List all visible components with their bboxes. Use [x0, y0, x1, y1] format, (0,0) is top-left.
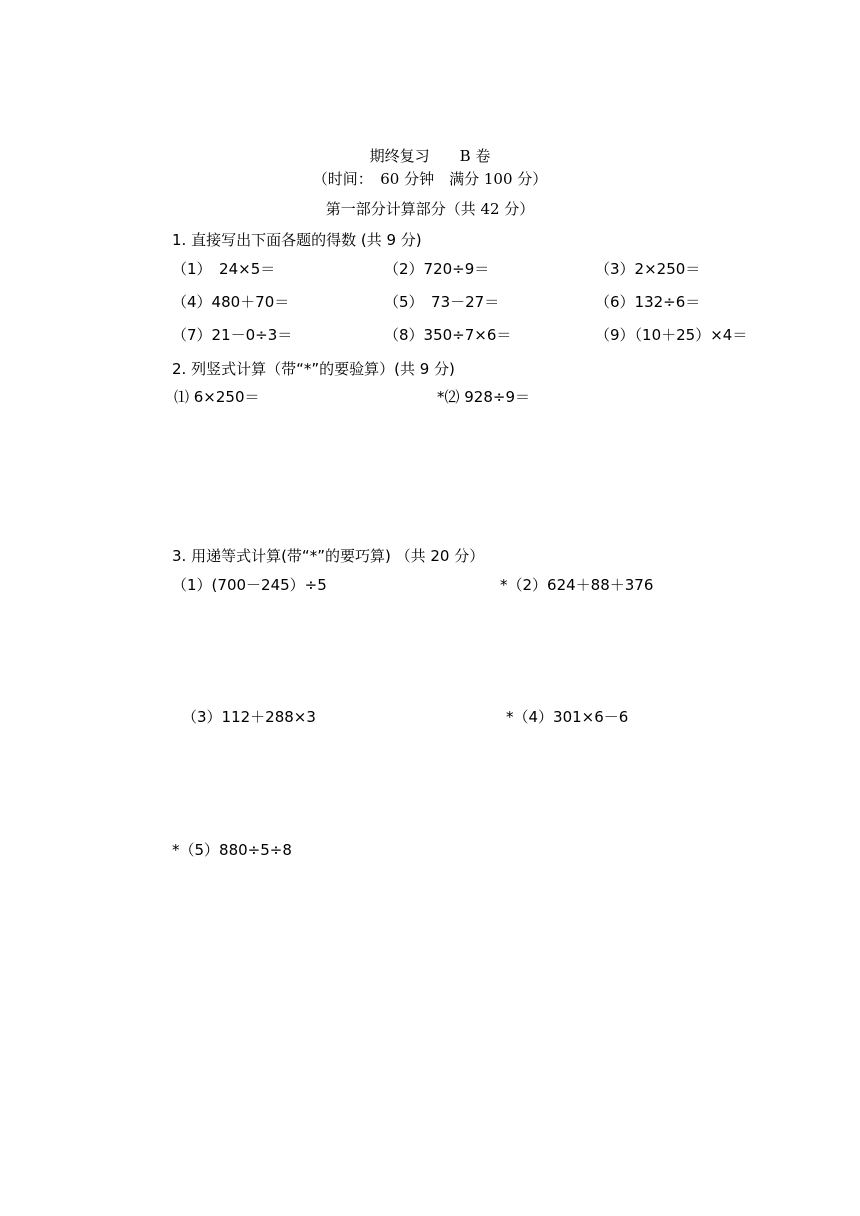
problem-item: （1） 24×5＝	[172, 260, 276, 278]
problem-item: （8）350÷7×6＝	[384, 326, 512, 344]
problem-item: （3）2×250＝	[595, 260, 701, 278]
problem-item: （3）112＋288×3	[182, 708, 316, 726]
problem-item: （7）21－0÷3＝	[172, 326, 293, 344]
section1-heading: 1. 直接写出下面各题的得数 (共 9 分)	[172, 231, 422, 249]
section2-heading: 2. 列竖式计算（带“*”的要验算）(共 9 分)	[172, 360, 455, 378]
problem-item: *（4）301×6－6	[506, 708, 629, 726]
part-title: 第一部分计算部分（共 42 分）	[325, 200, 535, 218]
problem-item: （1）(700－245）÷5	[172, 576, 327, 594]
worksheet-title: 期终复习 B 卷	[369, 147, 491, 165]
problem-item: *⑵ 928÷9＝	[437, 388, 531, 406]
problem-item: （4）480＋70＝	[172, 293, 290, 311]
problem-item: （9）（10＋25）×4＝	[595, 326, 748, 344]
section3-heading: 3. 用递等式计算(带“*”的要巧算) （共 20 分）	[172, 547, 485, 565]
problem-item: ⑴ 6×250＝	[174, 388, 260, 406]
problem-item: *（5）880÷5÷8	[172, 841, 292, 859]
problem-item: （2）720÷9＝	[384, 260, 490, 278]
problem-item: *（2）624＋88＋376	[500, 576, 654, 594]
problem-item: （5） 73－27＝	[384, 293, 500, 311]
problem-item: （6）132÷6＝	[595, 293, 701, 311]
worksheet-subtitle: （时间： 60 分钟 满分 100 分）	[312, 170, 548, 188]
